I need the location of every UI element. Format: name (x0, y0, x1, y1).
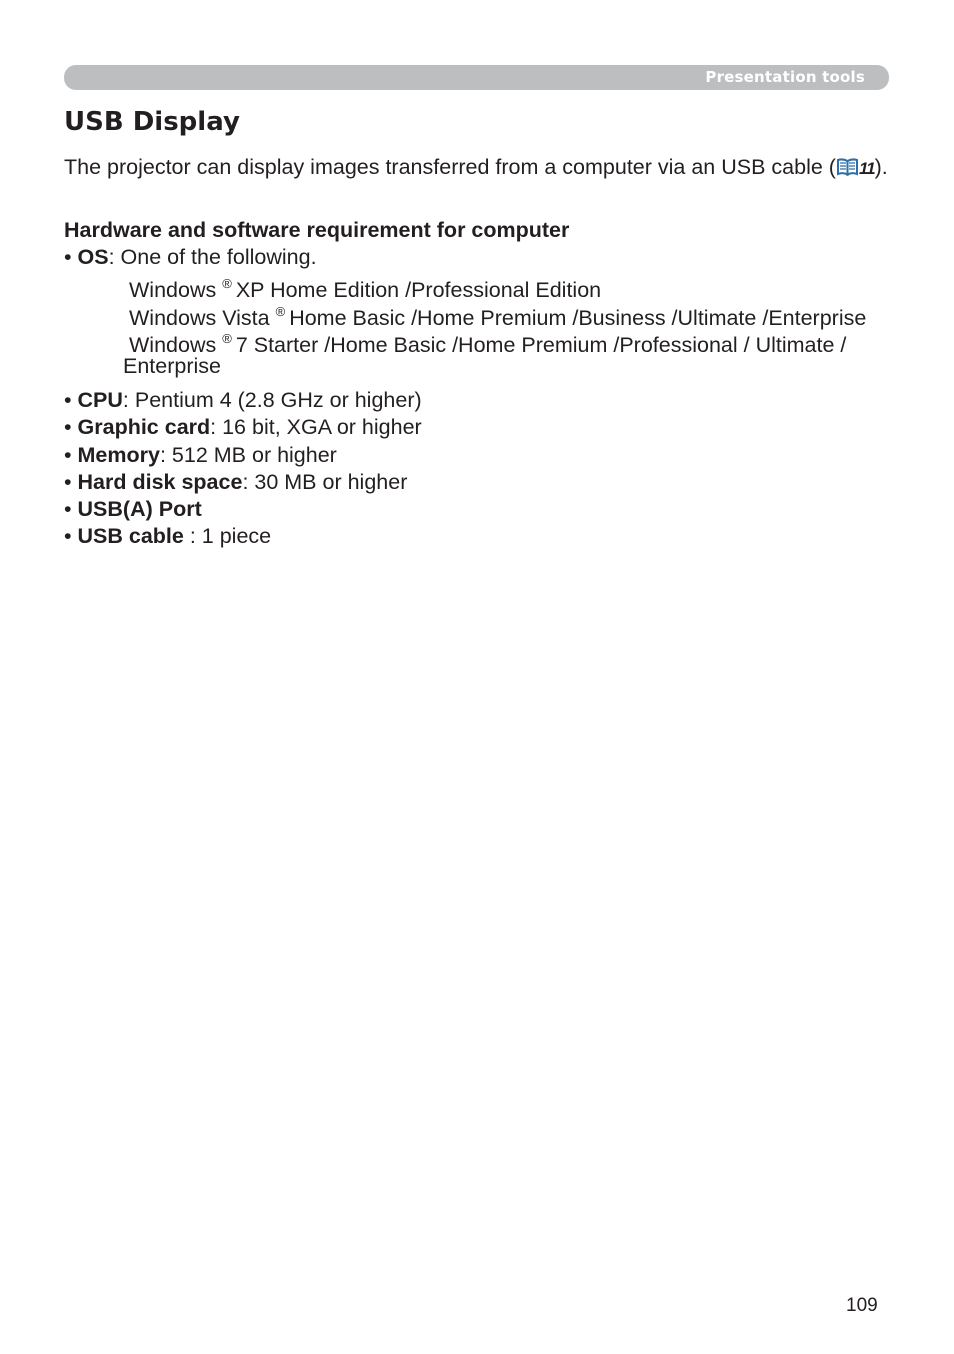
requirements-heading: Hardware and software requirement for computer (64, 218, 570, 242)
item-value: : One of the following. (108, 245, 317, 269)
page-title: USB Display (64, 107, 240, 137)
list-item-os (64, 243, 317, 271)
intro-paragraph (64, 153, 904, 183)
item-value: : 512 MB or higher (159, 443, 337, 467)
list-item-memory: • Memory: 512 MB or higher (64, 443, 337, 467)
item-value: : Pentium 4 (2.8 GHz or higher) (122, 388, 422, 412)
os-edition-win7-continuation: Enterprise (123, 354, 221, 378)
item-label: OS (77, 245, 109, 269)
list-item-usb-port: • USB(A) Port (64, 497, 202, 521)
item-label: USB cable (77, 524, 184, 548)
item-value: : 30 MB or higher (242, 470, 408, 494)
os-edition-xp: Windows ® XP Home Edition /Professional Edition (129, 276, 602, 302)
list-item-hard-disk: • Hard disk space: 30 MB or higher (64, 470, 408, 494)
registered-mark: ® (222, 276, 232, 291)
item-label: USB(A) Port (77, 497, 202, 521)
bullet: • (64, 245, 72, 269)
list-item-graphic-card: • Graphic card: 16 bit, XGA or higher (64, 415, 422, 439)
reference-page-link[interactable]: 11 (858, 159, 875, 178)
item-label: Hard disk space (77, 470, 243, 494)
os-edition-vista: Windows Vista ® Home Basic /Home Premium /Business /Ultimate /Enterprise (129, 304, 867, 330)
section-header-bar (64, 65, 889, 90)
list-item-cpu: • CPU: Pentium 4 (2.8 GHz or higher) (64, 388, 422, 412)
item-value: : 1 piece (183, 524, 272, 548)
page-number: 109 (846, 1295, 878, 1316)
registered-mark: ® (222, 331, 232, 346)
registered-mark: ® (275, 304, 286, 319)
intro-text: The projector can display images transferred from a computer via an USB cable ( (64, 155, 836, 179)
item-label: Graphic card (77, 415, 211, 439)
section-label: Presentation tools (705, 68, 865, 86)
intro-text-end: ). (874, 155, 888, 179)
list-item-usb-cable: • USB cable : 1 piece (64, 524, 272, 548)
item-label: Memory (77, 443, 160, 467)
item-label: CPU (77, 388, 123, 412)
os-edition-win7: Windows ® 7 Starter /Home Basic /Home Premium /Professional / Ultimate / (129, 331, 847, 357)
book-icon[interactable] (837, 155, 859, 183)
item-value: : 16 bit, XGA or higher (210, 415, 422, 439)
